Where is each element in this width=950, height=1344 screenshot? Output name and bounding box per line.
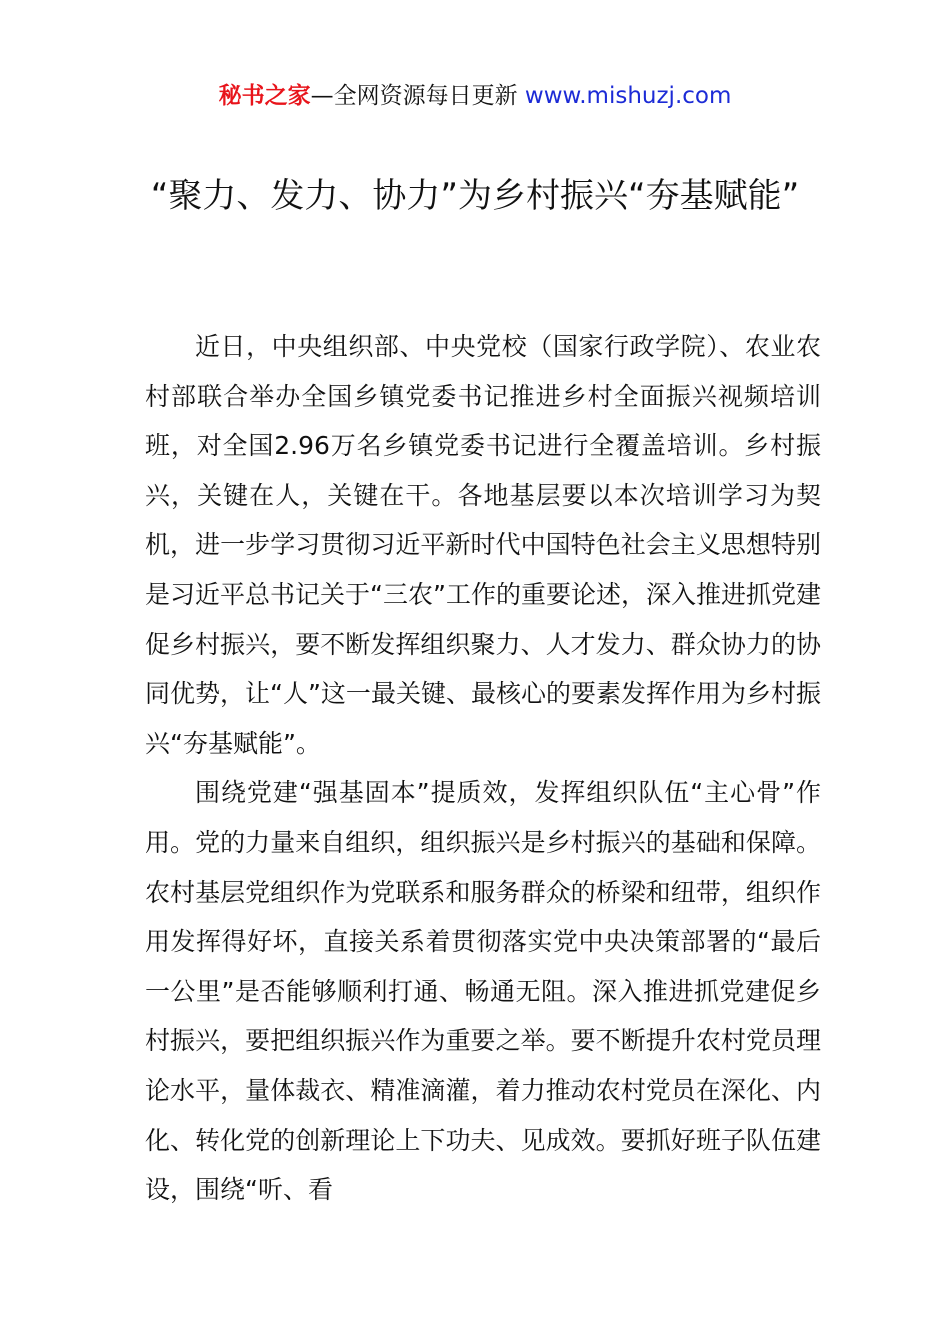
site-url-link[interactable]: www.mishuzj.com bbox=[524, 83, 732, 109]
header-tagline: —全网资源每日更新 bbox=[310, 83, 525, 109]
paragraph: 近日，中央组织部、中央党校（国家行政学院）、农业农村部联合举办全国乡镇党委书记推进乡村全面振兴视频培训班，对全国2.96万名乡镇党委书记进行全覆盖培训。乡村振兴，关键在人，关键在干。各地基层要以本次培训学习为契机，进一步学习贯彻习近平新时代中国特色社会主义思想特别是习近平总书记关于“三农”工作的重要论述，深入推进抓党建促乡村振兴，要不断发挥组织聚力、人才发力、群众协力的协同优势，让“人”这一最关键、最核心的要素发挥作用为乡村振兴“夯基赋能”。 bbox=[145, 332, 821, 758]
document-title: “聚力、发力、协力”为乡村振兴“夯基赋能” bbox=[150, 176, 800, 216]
brand-name: 秘书之家 bbox=[218, 83, 311, 109]
paragraph: 围绕党建“强基固本”提质效，发挥组织队伍“主心骨”作用。党的力量来自组织，组织振兴是乡村振兴的基础和保障。农村基层党组织作为党联系和服务群众的桥梁和纽带，组织作用发挥得好坏，直接关系着贯彻落实党中央决策部署的“最后一公里”是否能够顺利打通、畅通无阻。深入推进抓党建促乡村振兴，要把组织振兴作为重要之举。要不断提升农村党员理论水平，量体裁衣、精准滴灌，着力推动农村党员在深化、内化、转化党的创新理论上下功夫、见成效。要抓好班子队伍建设，围绕“听、看 bbox=[145, 778, 821, 1205]
document-body bbox=[145, 322, 821, 1215]
site-header bbox=[0, 80, 950, 112]
